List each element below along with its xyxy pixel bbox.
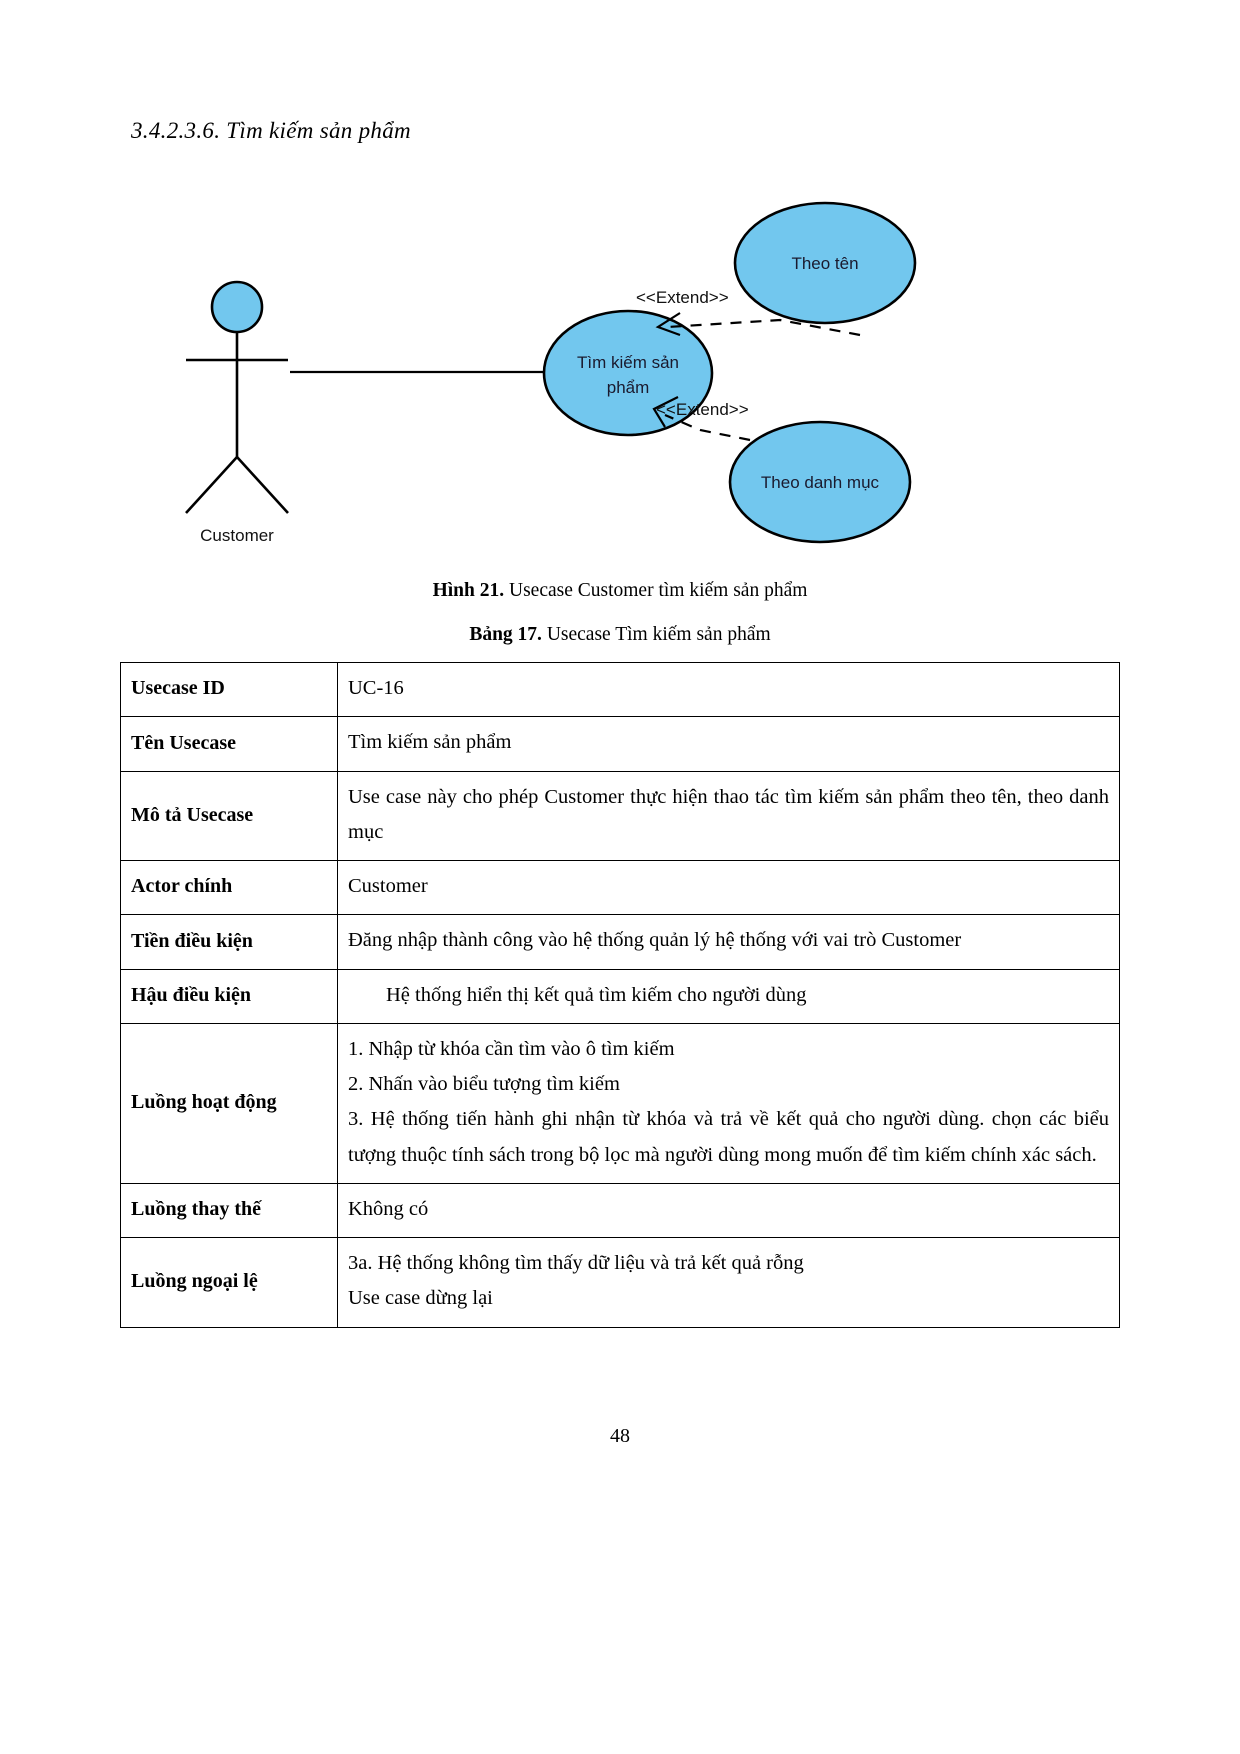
table-row: [121, 717, 1120, 771]
usecase-table: [120, 662, 1120, 1328]
table-row-value: [338, 771, 1120, 861]
table-row-value: [338, 915, 1120, 969]
actor-head: [212, 282, 262, 332]
table-row: [121, 969, 1120, 1023]
table-row: [121, 663, 1120, 717]
usecase-theo-danh-muc: [730, 422, 910, 542]
page-number: 48: [610, 1425, 630, 1447]
actor-customer: [186, 282, 288, 513]
table-cell-line: 3a. Hệ thống không tìm thấy dữ liệu và trả kết quả rỗng: [348, 1252, 804, 1274]
table-caption-bold: Bảng 17.: [469, 624, 542, 645]
actor-label: Customer: [200, 526, 274, 545]
table-row-label: Usecase ID: [121, 663, 338, 717]
table-caption-text: Usecase Tìm kiếm sản phẩm: [541, 624, 771, 645]
table-row: [121, 771, 1120, 861]
actor-leg-right: [237, 457, 288, 513]
table-row-value: [338, 861, 1120, 915]
table-cell-line: 2. Nhấn vào biểu tượng tìm kiếm: [348, 1073, 620, 1095]
usecase-main-label-line1: Tìm kiếm sản: [576, 353, 680, 372]
table-caption: [0, 624, 1240, 646]
table-cell-line: 1. Nhập từ khóa cần tìm vào ô tìm kiếm: [348, 1037, 675, 1060]
table-row-value: [338, 663, 1120, 717]
table-cell-line: Đăng nhập thành công vào hệ thống quản lý hệ thống với vai trò Customer: [348, 929, 962, 952]
page-title: 3.4.2.3.6. Tìm kiếm sản phẩm: [131, 118, 411, 143]
table-row-value: [338, 1023, 1120, 1183]
table-row: [121, 1183, 1120, 1237]
table-cell-line: 3. Hệ thống tiến hành ghi nhận từ khóa và trả về kết quả cho người dùng. chọn các biểu tượng thuộc tính sách trong bộ lọc mà người dùng mong muốn để tìm kiếm chính xác sách.: [348, 1108, 1109, 1166]
extend-label-top: <<Extend>>: [636, 288, 729, 307]
actor-leg-left: [186, 457, 237, 513]
table-cell-line: Tìm kiếm sản phẩm: [348, 731, 512, 754]
figure-caption-text: Usecase Customer tìm kiếm sản phẩm: [504, 580, 808, 601]
extend-relation-bottom: [654, 397, 750, 440]
table-row-label: Luồng thay thế: [121, 1183, 338, 1237]
table-row: [121, 915, 1120, 969]
figure-caption: [0, 580, 1240, 602]
table-row-value: [338, 1238, 1120, 1328]
usecase-theo-danh-muc-label: Theo danh mục: [760, 473, 880, 492]
usecase-theo-ten-label: Theo tên: [791, 254, 859, 273]
table-row-label: Tiền điều kiện: [121, 915, 338, 969]
extend-label-bottom: <<Extend>>: [656, 400, 749, 419]
table-row: [121, 861, 1120, 915]
table-cell-line: Hệ thống hiển thị kết quả tìm kiếm cho người dùng: [386, 983, 807, 1006]
table-row: [121, 1238, 1120, 1328]
usecase-main-label-line2: phẩm: [606, 378, 650, 397]
table-row-label: Luồng ngoại lệ: [121, 1238, 338, 1328]
table-cell-line: Use case dừng lại: [348, 1287, 493, 1310]
table-cell-line: Use case này cho phép Customer thực hiện thao tác tìm kiếm sản phẩm theo tên, theo danh mục: [348, 785, 1109, 843]
table-row-value: [338, 717, 1120, 771]
table-row-value: [338, 1183, 1120, 1237]
table-row-label: Mô tả Usecase: [121, 771, 338, 861]
usecase-theo-ten: [735, 203, 915, 323]
table-cell-line: Customer: [348, 875, 428, 897]
table-row-value: [338, 969, 1120, 1023]
table-row-label: Tên Usecase: [121, 717, 338, 771]
table-row-label: Actor chính: [121, 861, 338, 915]
table-row-label: Hậu điều kiện: [121, 969, 338, 1023]
table-cell-line: Không có: [348, 1197, 429, 1220]
table-row-label: Luồng hoạt động: [121, 1023, 338, 1183]
table-row: [121, 1023, 1120, 1183]
figure-caption-bold: Hình 21.: [432, 580, 505, 601]
table-cell-line: UC-16: [348, 677, 404, 699]
usecase-diagram: [120, 175, 1120, 555]
